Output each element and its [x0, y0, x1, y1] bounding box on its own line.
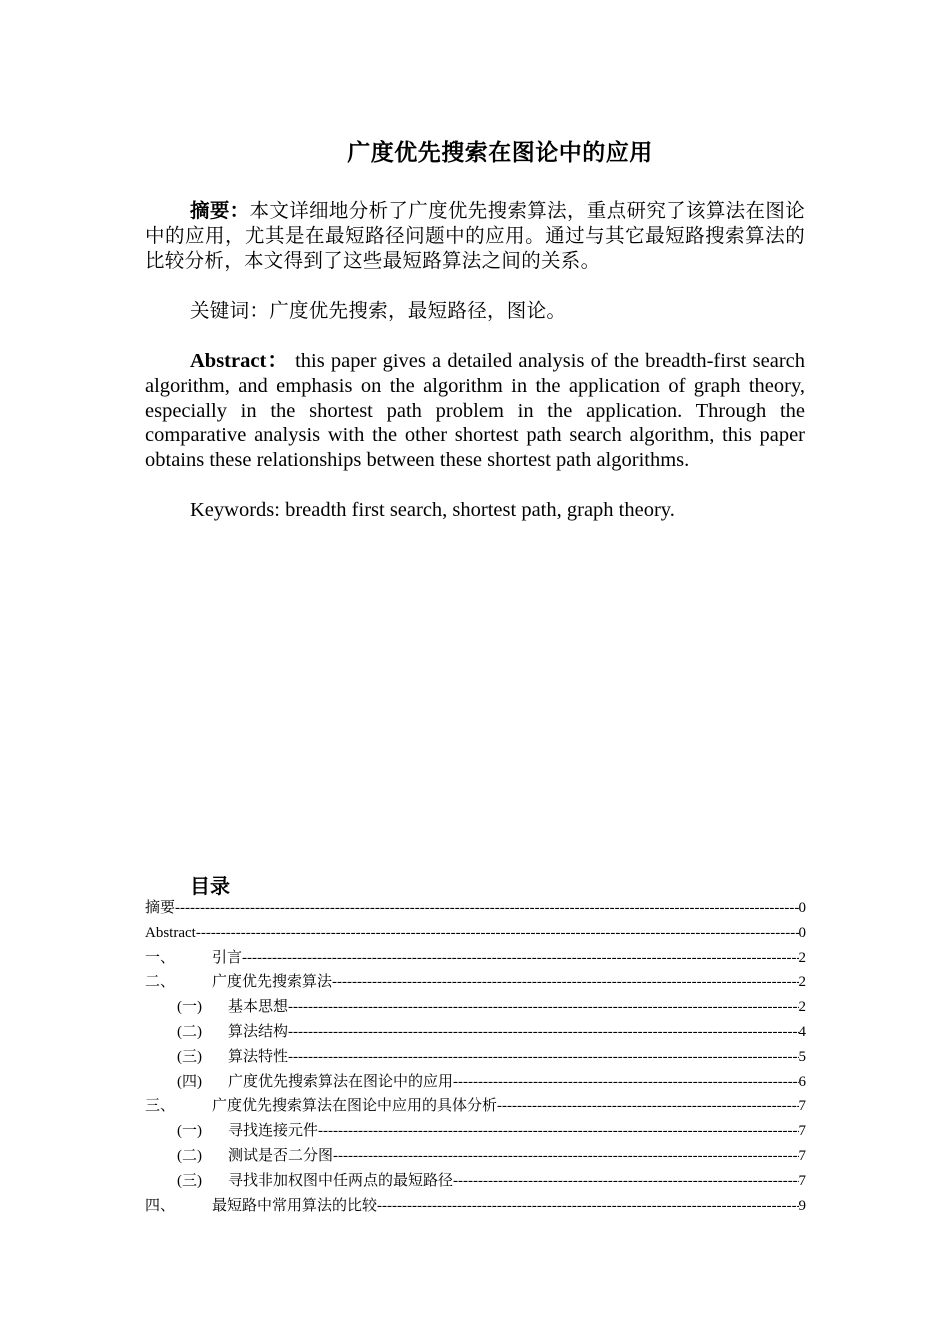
abstract-cn-label: 摘要：	[190, 199, 250, 222]
abstract-cn	[145, 198, 805, 273]
toc-entry-label: 算法特性	[228, 1048, 289, 1065]
toc-leader	[497, 1094, 798, 1119]
keywords-en: Keywords: breadth first search, shortest path, graph theory.	[190, 499, 675, 521]
toc-entry-number: (三)	[177, 1048, 202, 1065]
toc-entry-number: 二、	[145, 974, 176, 991]
toc-leader	[288, 995, 798, 1020]
keywords-cn	[145, 298, 805, 323]
toc-leader	[175, 896, 798, 921]
toc-entry-label: 广度优先搜索算法在图论中的应用	[228, 1073, 454, 1090]
toc-entry-label: 寻找非加权图中任两点的最短路径	[228, 1172, 454, 1189]
toc-leader	[333, 1144, 798, 1169]
toc-entry[interactable]	[145, 921, 806, 946]
abstract-cn-text: 本文详细地分析了广度优先搜索算法，重点研究了该算法在图论中的应用，尤其是在最短路径问题中的应用。通过与其它最短路搜索算法的比较分析，本文得到了这些最短路算法之间的关系。	[145, 199, 806, 272]
toc-entry-page: 0	[798, 900, 806, 916]
toc-entry[interactable]	[145, 1045, 806, 1070]
toc-entry[interactable]	[145, 1194, 806, 1219]
toc-entry[interactable]	[145, 1020, 806, 1045]
toc-entry-page: 9	[798, 1197, 806, 1214]
keywords-cn-label: 关键词：	[190, 299, 270, 322]
toc-entry-page: 7	[798, 1147, 806, 1164]
toc-entry-label: Abstract	[145, 924, 196, 941]
toc-entry-page: 7	[798, 1172, 806, 1189]
toc-entry-number: (二)	[177, 1023, 202, 1040]
toc-leader	[288, 1020, 798, 1045]
toc-entry-label: 广度优先搜索算法在图论中应用的具体分析	[212, 1098, 498, 1115]
toc-entry-label: 算法结构	[228, 1023, 289, 1040]
toc-entry-label: 广度优先搜索算法	[212, 974, 333, 991]
page-title: 广度优先搜索在图论中的应用	[347, 140, 653, 166]
toc-entry-label: 测试是否二分图	[228, 1147, 334, 1164]
toc-entry-page: 7	[798, 1098, 806, 1115]
toc-entry-label: 基本思想	[228, 999, 289, 1016]
toc-entry-number: (二)	[177, 1147, 202, 1164]
toc-entry[interactable]	[145, 1144, 806, 1169]
toc-entry[interactable]	[145, 1070, 806, 1095]
keywords-cn-text: 广度优先搜索，最短路径，图论。	[269, 299, 567, 322]
toc-entry-number: 三、	[145, 1098, 176, 1115]
toc-entry[interactable]	[145, 970, 806, 995]
toc-leader	[453, 1070, 798, 1095]
toc-entry[interactable]	[145, 1119, 806, 1144]
abstract-en	[145, 349, 805, 473]
toc-entry-page: 2	[798, 974, 806, 991]
toc-title: 目录	[190, 874, 230, 898]
toc-entry[interactable]	[145, 995, 806, 1020]
toc-entry-number: (四)	[177, 1073, 202, 1090]
toc-leader	[196, 921, 799, 946]
table-of-contents	[145, 896, 806, 1218]
toc-entry-number: (一)	[177, 999, 202, 1016]
toc-entry[interactable]	[145, 1169, 806, 1194]
toc-entry-page: 7	[798, 1123, 806, 1140]
toc-leader	[377, 1194, 798, 1219]
toc-entry-page: 2	[798, 999, 806, 1016]
toc-leader	[288, 1045, 798, 1070]
toc-entry-page: 5	[798, 1048, 806, 1065]
toc-entry-page: 6	[798, 1073, 806, 1090]
toc-leader	[453, 1169, 798, 1194]
toc-leader	[332, 970, 798, 995]
toc-entry-page: 4	[798, 1023, 806, 1040]
toc-entry-page: 0	[798, 924, 806, 941]
toc-entry-label: 最短路中常用算法的比较	[212, 1197, 378, 1214]
toc-entry-page: 2	[798, 949, 806, 966]
abstract-en-label: Abstract：	[190, 350, 289, 372]
toc-leader	[318, 1119, 798, 1144]
toc-entry[interactable]	[145, 1094, 806, 1119]
toc-entry-label: 摘要	[145, 900, 176, 916]
toc-entry-number: (三)	[177, 1172, 202, 1189]
toc-entry-number: 四、	[145, 1197, 176, 1214]
toc-entry-number: 一、	[145, 949, 176, 966]
toc-leader	[242, 946, 798, 971]
toc-entry-label: 引言	[212, 949, 243, 966]
toc-entry-label: 寻找连接元件	[228, 1123, 319, 1140]
toc-entry[interactable]	[145, 896, 806, 921]
toc-entry[interactable]	[145, 946, 806, 971]
abstract-en-text: this paper gives a detailed analysis of the breadth-first search algorithm, and emphasis on the algorithm in the application of graph theory, especially in the shortest path problem in the application. Through the comparative analysis with the other shortest path search algorithm, this paper obtains these relationships between these shortest path algorithms.	[145, 350, 805, 472]
toc-entry-number: (一)	[177, 1123, 202, 1140]
